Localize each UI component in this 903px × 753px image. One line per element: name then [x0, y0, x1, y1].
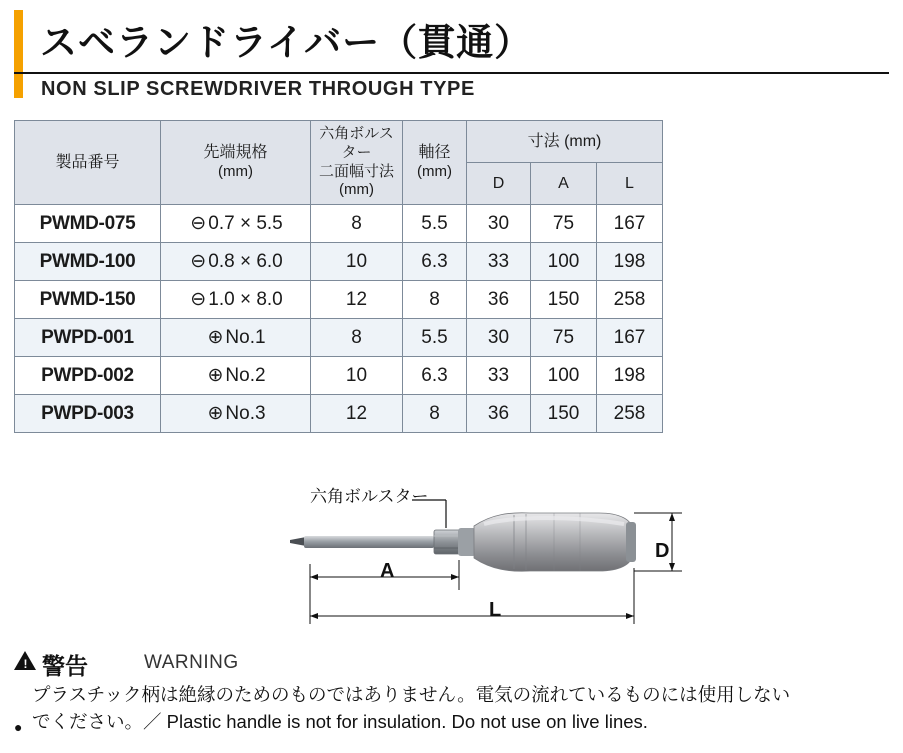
cell-model: PWMD-100 [15, 243, 161, 281]
phillips-tip-icon: ⊕ [207, 327, 224, 348]
cell-shaft: 8 [403, 395, 467, 433]
cell-bolster: 10 [311, 243, 403, 281]
phillips-tip-icon: ⊕ [207, 365, 224, 386]
page-title-en: NON SLIP SCREWDRIVER THROUGH TYPE [41, 78, 475, 100]
diagram-label-d: D [655, 540, 670, 562]
cell-dim-a: 100 [531, 243, 597, 281]
col-header-dimensions: 寸法 (mm) [467, 121, 663, 163]
cell-tip-spec [161, 395, 311, 433]
cell-model: PWPD-001 [15, 319, 161, 357]
table-row [15, 357, 663, 395]
cell-tip-value: No.3 [225, 403, 266, 424]
cell-dim-d: 36 [467, 395, 531, 433]
cell-bolster: 8 [311, 205, 403, 243]
spec-table-container [14, 120, 662, 433]
cell-tip-value: 0.8 × 6.0 [208, 251, 283, 272]
cell-dim-l: 198 [597, 243, 663, 281]
col-header-bolster-line1: 六角ボルスター [319, 125, 394, 161]
cell-dim-l: 258 [597, 281, 663, 319]
cell-dim-d: 36 [467, 281, 531, 319]
col-header-tip-spec-line1: 先端規格 [203, 144, 268, 162]
cell-dim-a: 100 [531, 357, 597, 395]
cell-model: PWPD-002 [15, 357, 161, 395]
cell-tip-spec [161, 319, 311, 357]
table-row [15, 281, 663, 319]
cell-tip-spec [161, 281, 311, 319]
col-header-shaft-line1: 軸径 [418, 144, 451, 162]
slotted-tip-icon: ⊖ [190, 213, 207, 234]
product-diagram [14, 482, 694, 642]
cell-model: PWPD-003 [15, 395, 161, 433]
warning-heading-jp: 警告 [42, 653, 88, 679]
diagram-label-bolster: 六角ボルスター [310, 487, 429, 506]
cell-bolster: 12 [311, 281, 403, 319]
col-header-dim-l: L [597, 163, 663, 205]
col-header-bolster [311, 121, 403, 205]
cell-tip-spec [161, 357, 311, 395]
diagram-label-l: L [489, 599, 502, 621]
col-header-model: 製品番号 [15, 121, 161, 205]
cell-shaft: 6.3 [403, 243, 467, 281]
cell-tip-spec [161, 243, 311, 281]
cell-shaft: 8 [403, 281, 467, 319]
phillips-tip-icon: ⊕ [207, 403, 224, 424]
col-header-tip-spec [161, 121, 311, 205]
warning-text-line1: プラスチック柄は絶縁のためのものではありません。電気の流れているものには使用しない [32, 684, 791, 705]
col-header-shaft-line2: (mm) [417, 163, 452, 181]
cell-bolster: 8 [311, 319, 403, 357]
cell-shaft: 6.3 [403, 357, 467, 395]
cell-dim-l: 167 [597, 319, 663, 357]
cell-shaft: 5.5 [403, 319, 467, 357]
accent-bar [14, 10, 23, 98]
spec-table-head [15, 121, 663, 205]
cell-dim-d: 33 [467, 243, 531, 281]
table-header-row-1 [15, 121, 663, 163]
cell-bolster: 10 [311, 357, 403, 395]
col-header-tip-spec-line2: (mm) [218, 163, 253, 181]
warning-exclamation-icon: ! [23, 657, 28, 671]
spec-table-body [15, 205, 663, 433]
cell-dim-l: 198 [597, 357, 663, 395]
cell-tip-value: No.1 [225, 327, 266, 348]
col-header-bolster-line2: 二面幅寸法 [318, 162, 394, 180]
cell-dim-d: 30 [467, 205, 531, 243]
cell-dim-a: 75 [531, 319, 597, 357]
table-row [15, 205, 663, 243]
warning-header [14, 648, 894, 678]
warning-text-line2: でください。／ Plastic handle is not for insulation. Do not use on live lines. [32, 710, 648, 732]
col-header-dim-d: D [467, 163, 531, 205]
col-header-bolster-line3: (mm) [339, 181, 374, 199]
table-row [15, 243, 663, 281]
cell-dim-a: 150 [531, 395, 597, 433]
cell-dim-d: 30 [467, 319, 531, 357]
cell-dim-a: 75 [531, 205, 597, 243]
cell-dim-l: 258 [597, 395, 663, 433]
cell-dim-d: 33 [467, 357, 531, 395]
slotted-tip-icon: ⊖ [190, 251, 207, 272]
page-header [0, 0, 903, 108]
cell-tip-value: 1.0 × 8.0 [208, 289, 283, 310]
table-row [15, 319, 663, 357]
diagram-label-a: A [380, 560, 395, 582]
col-header-shaft [403, 121, 467, 205]
cell-model: PWMD-075 [15, 205, 161, 243]
cell-bolster: 12 [311, 395, 403, 433]
page-title-jp: スベランドライバー（貫通） [40, 22, 533, 63]
warning-section [14, 648, 894, 735]
cell-tip-value: No.2 [225, 365, 266, 386]
warning-body [14, 682, 894, 736]
cell-dim-l: 167 [597, 205, 663, 243]
warning-bullet-icon: ● [14, 719, 23, 735]
col-header-dim-a: A [531, 163, 597, 205]
slotted-tip-icon: ⊖ [190, 289, 207, 310]
cell-shaft: 5.5 [403, 205, 467, 243]
warning-heading-en: WARNING [144, 652, 239, 673]
cell-model: PWMD-150 [15, 281, 161, 319]
cell-tip-spec [161, 205, 311, 243]
cell-tip-value: 0.7 × 5.5 [208, 213, 283, 234]
cell-dim-a: 150 [531, 281, 597, 319]
table-row [15, 395, 663, 433]
header-divider [14, 72, 889, 74]
spec-table [14, 120, 663, 433]
